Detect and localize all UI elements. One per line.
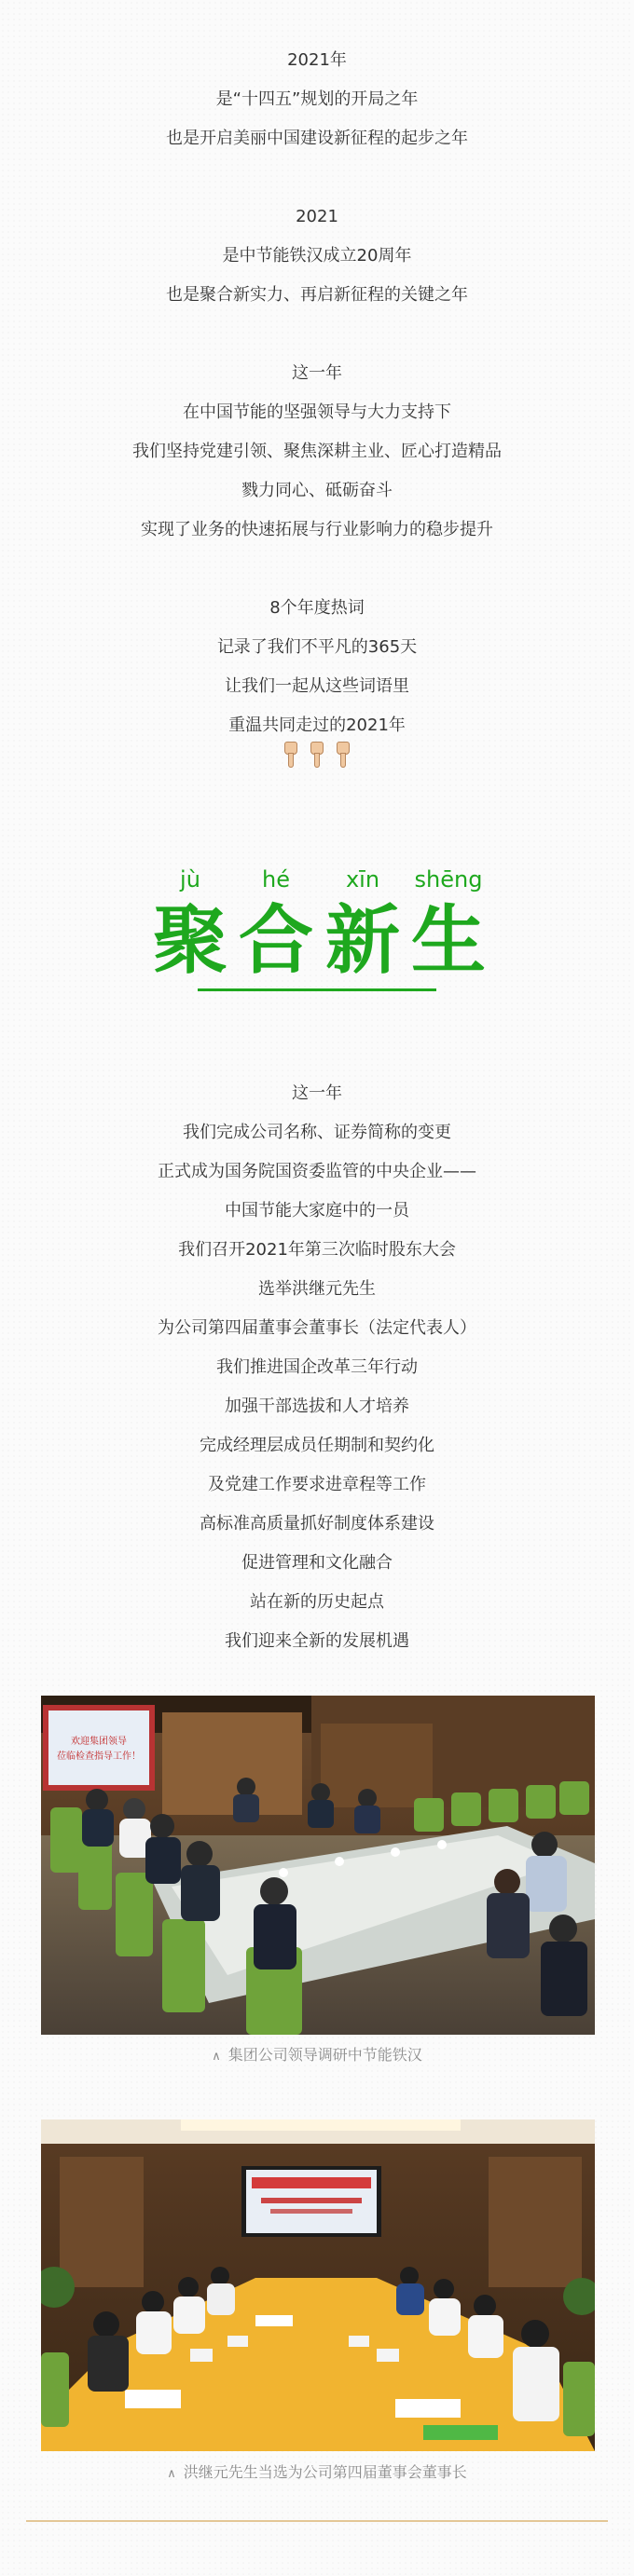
pointing-hands (0, 742, 634, 773)
body-line: 中国节能大家庭中的一员 (225, 1201, 409, 1220)
keyword-title (0, 896, 634, 986)
body-line: 我们迎来全新的发展机遇 (225, 1631, 409, 1651)
photo-leadership-visit (41, 1696, 595, 2035)
intro-section (0, 41, 634, 745)
pointing-down-hand-icon (333, 742, 353, 770)
body-line: 我们完成公司名称、证券简称的变更 (183, 1123, 451, 1142)
photo-caption (0, 2042, 634, 2068)
intro-line: 这一年 (292, 363, 342, 383)
intro-line: 重温共同走过的2021年 (228, 716, 406, 735)
intro-line: 让我们一起从这些词语里 (225, 676, 409, 696)
screen-text: 欢迎集团领导 (71, 1737, 127, 1747)
body-line: 完成经理层成员任期制和契约化 (200, 1436, 434, 1455)
intro-line: 8个年度热词 (269, 598, 365, 618)
intro-line: 是“十四五”规划的开局之年 (215, 89, 419, 109)
keyword-pinyin (0, 866, 634, 894)
intro-line: 2021年 (287, 50, 347, 70)
keyword-character: 生 (411, 897, 486, 984)
intro-line: 在中国节能的坚强领导与大力支持下 (183, 402, 451, 422)
title-underline (198, 988, 436, 991)
body-line: 及党建工作要求进章程等工作 (208, 1475, 426, 1494)
pointing-down-hand-icon (307, 742, 327, 770)
body-line: 加强干部选拔和人才培养 (225, 1397, 409, 1416)
intro-line: 2021 (296, 207, 338, 226)
body-line: 正式成为国务院国资委监管的中央企业—— (158, 1162, 476, 1181)
caption-text: 集团公司领导调研中节能铁汉 (227, 2046, 422, 2064)
intro-line: 实现了业务的快速拓展与行业影响力的稳步提升 (141, 520, 493, 539)
body-line: 高标准高质量抓好制度体系建设 (200, 1514, 434, 1533)
photo-caption (0, 2460, 634, 2486)
keyword-character: 新 (325, 897, 400, 984)
body-line: 这一年 (292, 1084, 342, 1103)
pinyin-syllable: xīn (345, 866, 380, 893)
photo-board-election (41, 2119, 595, 2451)
caption-text: 洪继元先生当选为公司第四届董事会董事长 (183, 2463, 467, 2481)
caret-up-icon: ∧ (212, 2050, 221, 2064)
pinyin-syllable: shēng (414, 866, 483, 893)
body-line: 促进管理和文化融合 (241, 1553, 393, 1573)
intro-line: 戮力同心、砥砺奋斗 (241, 481, 393, 500)
keyword-character: 聚 (153, 897, 227, 984)
section-divider (26, 2520, 608, 2522)
intro-line: 也是开启美丽中国建设新征程的起步之年 (166, 129, 468, 148)
intro-line: 也是聚合新实力、再启新征程的关键之年 (166, 285, 468, 305)
body-line: 站在新的历史起点 (250, 1592, 384, 1612)
body-section (0, 1074, 634, 1661)
intro-line: 是中节能铁汉成立20周年 (222, 246, 412, 266)
intro-line: 我们坚持党建引领、聚焦深耕主业、匠心打造精品 (132, 442, 502, 461)
keyword-character: 合 (239, 897, 313, 984)
screen-text: 莅临检查指导工作！ (57, 1751, 141, 1762)
body-line: 我们推进国企改革三年行动 (216, 1357, 418, 1377)
body-line: 我们召开2021年第三次临时股东大会 (178, 1240, 456, 1260)
body-line: 选举洪继元先生 (258, 1279, 376, 1299)
intro-line: 记录了我们不平凡的365天 (216, 637, 418, 657)
caret-up-icon: ∧ (167, 2467, 176, 2481)
pinyin-syllable: jù (180, 866, 200, 893)
body-line: 为公司第四届董事会董事长（法定代表人） (158, 1318, 476, 1338)
pointing-down-hand-icon (281, 742, 301, 770)
pinyin-syllable: hé (262, 866, 290, 893)
